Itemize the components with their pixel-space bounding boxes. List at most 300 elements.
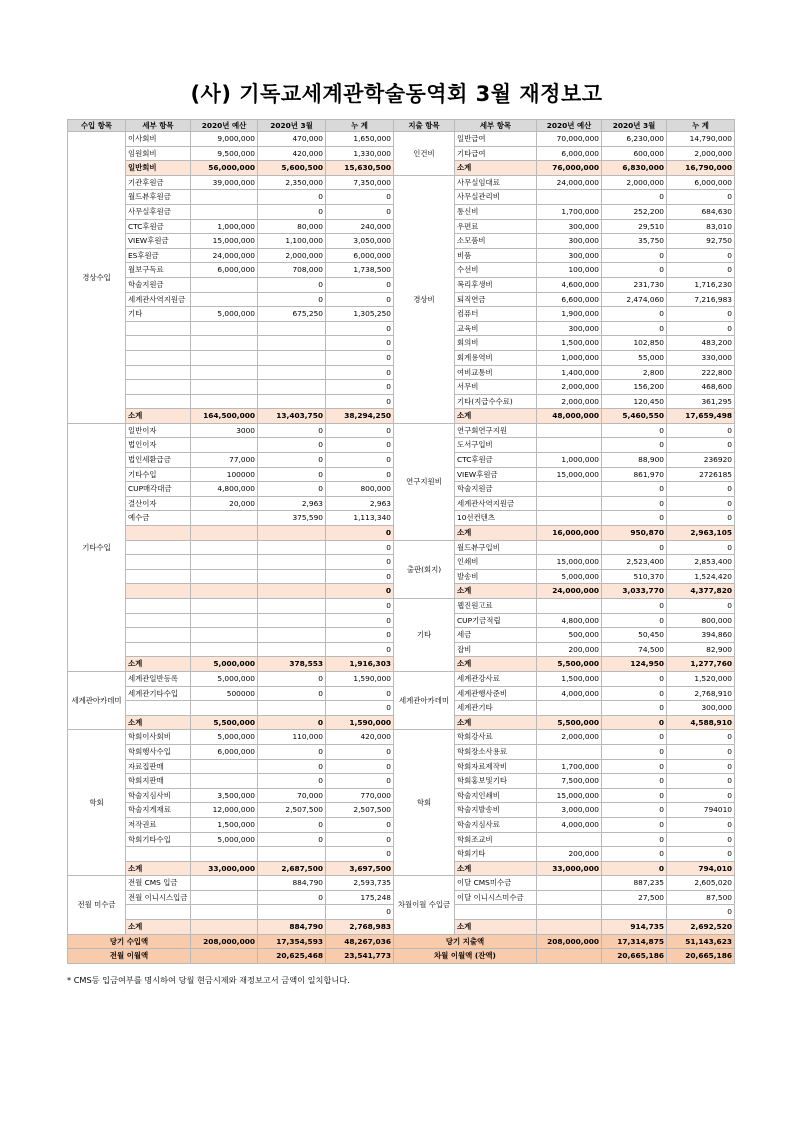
income-item-cell <box>126 584 191 599</box>
income-item-cell: 세계관기타수입 <box>126 686 191 701</box>
income-total-cum-cell: 48,267,036 <box>326 934 394 949</box>
income-subtotal-month-cell: 13,403,750 <box>258 409 326 424</box>
expense-cum-cell: 2726185 <box>667 467 735 482</box>
table-row <box>68 730 735 745</box>
income-cum-cell: 770,000 <box>326 788 394 803</box>
expense-cum-cell: 0 <box>667 832 735 847</box>
header-income-section: 수입 항목 <box>68 120 126 132</box>
expense-month-cell: 27,500 <box>602 890 667 905</box>
income-section-label: 기타수입 <box>68 423 126 671</box>
expense-cum-cell: 0 <box>667 905 735 920</box>
expense-month-cell: 0 <box>602 803 667 818</box>
expense-item-cell: CTC후원금 <box>455 453 537 468</box>
expense-cum-cell: 483,200 <box>667 336 735 351</box>
income-cum-cell: 1,590,000 <box>326 671 394 686</box>
expense-budget-cell: 4,000,000 <box>537 686 602 701</box>
income-cum-cell: 175,248 <box>326 890 394 905</box>
table-row <box>68 876 735 891</box>
income-item-cell <box>126 350 191 365</box>
income-month-cell <box>258 613 326 628</box>
expense-item-cell: 세금 <box>455 628 537 643</box>
expense-item-cell: 비품 <box>455 248 537 263</box>
expense-budget-cell: 1,500,000 <box>537 336 602 351</box>
income-cum-cell: 0 <box>326 613 394 628</box>
expense-item-cell: VIEW후원금 <box>455 467 537 482</box>
expense-budget-cell: 2,000,000 <box>537 394 602 409</box>
expense-cum-cell: 0 <box>667 847 735 862</box>
expense-item-cell: 사무실임대료 <box>455 175 537 190</box>
income-total-budget-cell <box>191 949 258 964</box>
income-cum-cell: 0 <box>326 526 394 541</box>
income-total-cum-cell: 23,541,773 <box>326 949 394 964</box>
income-item-cell: 학술지심사비 <box>126 788 191 803</box>
expense-item-cell <box>455 905 537 920</box>
expense-subtotal-item-cell: 소계 <box>455 715 537 730</box>
income-budget-cell <box>191 584 258 599</box>
income-cum-cell: 0 <box>326 277 394 292</box>
expense-item-cell: 발송비 <box>455 569 537 584</box>
expense-cum-cell: 0 <box>667 482 735 497</box>
expense-subtotal-month-cell: 3,033,770 <box>602 584 667 599</box>
income-month-cell <box>258 555 326 570</box>
expense-month-cell: 0 <box>602 832 667 847</box>
expense-subtotal-budget-cell <box>537 920 602 935</box>
expense-budget-cell: 200,000 <box>537 642 602 657</box>
expense-cum-cell: 2,000,000 <box>667 146 735 161</box>
income-budget-cell <box>191 511 258 526</box>
income-item-cell: 사무실후원금 <box>126 204 191 219</box>
expense-month-cell: 0 <box>602 511 667 526</box>
expense-month-cell <box>602 905 667 920</box>
expense-cum-cell: 394,860 <box>667 628 735 643</box>
expense-month-cell: 2,800 <box>602 365 667 380</box>
expense-cum-cell: 0 <box>667 190 735 205</box>
expense-subtotal-month-cell: 950,870 <box>602 526 667 541</box>
expense-total-month-cell: 17,314,875 <box>602 934 667 949</box>
income-budget-cell <box>191 204 258 219</box>
expense-budget-cell: 300,000 <box>537 219 602 234</box>
expense-budget-cell: 70,000,000 <box>537 132 602 147</box>
expense-budget-cell <box>537 496 602 511</box>
income-cum-cell: 2,507,500 <box>326 803 394 818</box>
expense-budget-cell <box>537 832 602 847</box>
expense-cum-cell: 7,216,983 <box>667 292 735 307</box>
income-budget-cell <box>191 336 258 351</box>
expense-item-cell: 월드뷰구입비 <box>455 540 537 555</box>
expense-month-cell: 231,730 <box>602 277 667 292</box>
income-section-label: 세계관아카데미 <box>68 671 126 729</box>
income-month-cell <box>258 380 326 395</box>
expense-total-cum-cell: 51,143,623 <box>667 934 735 949</box>
expense-month-cell: 0 <box>602 686 667 701</box>
expense-budget-cell: 4,800,000 <box>537 613 602 628</box>
expense-month-cell: 29,510 <box>602 219 667 234</box>
income-month-cell: 0 <box>258 890 326 905</box>
income-cum-cell: 0 <box>326 380 394 395</box>
income-cum-cell: 1,113,340 <box>326 511 394 526</box>
expense-budget-cell: 2,000,000 <box>537 730 602 745</box>
expense-item-cell: 학회장소사용료 <box>455 744 537 759</box>
income-month-cell <box>258 628 326 643</box>
expense-item-cell: 통신비 <box>455 204 537 219</box>
income-cum-cell: 0 <box>326 628 394 643</box>
expense-budget-cell: 2,000,000 <box>537 380 602 395</box>
expense-subtotal-item-cell: 소계 <box>455 920 537 935</box>
expense-item-cell: 여비교통비 <box>455 365 537 380</box>
income-budget-cell <box>191 774 258 789</box>
expense-month-cell: 0 <box>602 248 667 263</box>
income-item-cell: 일반회비 <box>126 161 191 176</box>
income-month-cell: 5,600,500 <box>258 161 326 176</box>
income-cum-cell: 0 <box>326 350 394 365</box>
income-item-cell: 학술지게재료 <box>126 803 191 818</box>
expense-cum-cell: 0 <box>667 774 735 789</box>
expense-budget-cell: 15,000,000 <box>537 467 602 482</box>
income-budget-cell: 39,000,000 <box>191 175 258 190</box>
income-month-cell: 2,507,500 <box>258 803 326 818</box>
income-total-month-cell: 20,625,468 <box>258 949 326 964</box>
income-budget-cell <box>191 890 258 905</box>
income-budget-cell: 100000 <box>191 467 258 482</box>
income-month-cell: 2,350,000 <box>258 175 326 190</box>
expense-month-cell: 887,235 <box>602 876 667 891</box>
expense-cum-cell: 0 <box>667 744 735 759</box>
expense-item-cell: 인쇄비 <box>455 555 537 570</box>
income-item-cell <box>126 569 191 584</box>
income-item-cell <box>126 599 191 614</box>
expense-item-cell: 교육비 <box>455 321 537 336</box>
income-month-cell: 0 <box>258 292 326 307</box>
expense-item-cell: 10선컨텐츠 <box>455 511 537 526</box>
expense-cum-cell: 300,000 <box>667 701 735 716</box>
expense-item-cell: 도서구입비 <box>455 438 537 453</box>
header-row <box>68 120 735 132</box>
expense-month-cell: 102,850 <box>602 336 667 351</box>
expense-month-cell: 55,000 <box>602 350 667 365</box>
income-budget-cell: 15,000,000 <box>191 234 258 249</box>
income-budget-cell <box>191 380 258 395</box>
income-budget-cell <box>191 759 258 774</box>
expense-month-cell: 0 <box>602 701 667 716</box>
income-cum-cell: 0 <box>326 190 394 205</box>
expense-cum-cell: 0 <box>667 321 735 336</box>
income-subtotal-budget-cell <box>191 920 258 935</box>
income-budget-cell <box>191 569 258 584</box>
expense-item-cell: 학회홍보및기타 <box>455 774 537 789</box>
income-cum-cell: 2,593,735 <box>326 876 394 891</box>
expense-month-cell: 0 <box>602 788 667 803</box>
expense-budget-cell <box>537 905 602 920</box>
income-item-cell: 기타수입 <box>126 467 191 482</box>
expense-section-label: 기타 <box>394 599 455 672</box>
income-month-cell: 70,000 <box>258 788 326 803</box>
income-budget-cell: 4,800,000 <box>191 482 258 497</box>
expense-subtotal-month-cell: 5,460,550 <box>602 409 667 424</box>
income-item-cell: 학회기타수입 <box>126 832 191 847</box>
income-cum-cell: 0 <box>326 423 394 438</box>
income-budget-cell <box>191 905 258 920</box>
income-budget-cell <box>191 394 258 409</box>
income-item-cell: 전월 이니시스입금 <box>126 890 191 905</box>
income-month-cell: 0 <box>258 438 326 453</box>
expense-cum-cell: 2,605,020 <box>667 876 735 891</box>
expense-budget-cell <box>537 599 602 614</box>
income-month-cell: 0 <box>258 423 326 438</box>
expense-item-cell: 소모품비 <box>455 234 537 249</box>
income-item-cell: 기관후원금 <box>126 175 191 190</box>
income-cum-cell: 0 <box>326 438 394 453</box>
income-month-cell: 0 <box>258 759 326 774</box>
income-budget-cell: 6,000,000 <box>191 744 258 759</box>
expense-month-cell: 0 <box>602 438 667 453</box>
expense-budget-cell <box>537 423 602 438</box>
income-subtotal-month-cell: 2,687,500 <box>258 861 326 876</box>
income-month-cell <box>258 540 326 555</box>
income-budget-cell <box>191 599 258 614</box>
expense-subtotal-cum-cell: 2,692,520 <box>667 920 735 935</box>
income-subtotal-budget-cell: 5,000,000 <box>191 657 258 672</box>
expense-item-cell: 세계관기타 <box>455 701 537 716</box>
income-cum-cell: 15,630,500 <box>326 161 394 176</box>
income-cum-cell: 0 <box>326 394 394 409</box>
income-budget-cell <box>191 321 258 336</box>
income-item-cell: ES후원금 <box>126 248 191 263</box>
expense-cum-cell: 0 <box>667 496 735 511</box>
expense-month-cell: 0 <box>602 307 667 322</box>
expense-item-cell: 회계용역비 <box>455 350 537 365</box>
expense-month-cell: 0 <box>602 613 667 628</box>
table-row <box>68 599 735 614</box>
income-budget-cell: 5,000,000 <box>191 671 258 686</box>
expense-item-cell: 이달 CMS미수금 <box>455 876 537 891</box>
income-item-cell: VIEW후원금 <box>126 234 191 249</box>
income-cum-cell: 3,050,000 <box>326 234 394 249</box>
income-month-cell: 0 <box>258 467 326 482</box>
expense-item-cell: 학술지인쇄비 <box>455 788 537 803</box>
income-month-cell: 0 <box>258 277 326 292</box>
income-budget-cell <box>191 526 258 541</box>
expense-item-cell: 세계관강사료 <box>455 671 537 686</box>
income-month-cell <box>258 584 326 599</box>
expense-item-cell: 연구회연구지원 <box>455 423 537 438</box>
expense-subtotal-item-cell: 소계 <box>455 409 537 424</box>
expense-budget-cell: 6,000,000 <box>537 146 602 161</box>
expense-cum-cell: 1,520,000 <box>667 671 735 686</box>
income-item-cell <box>126 847 191 862</box>
header-expense-item: 세부 항목 <box>455 120 537 132</box>
income-cum-cell: 0 <box>326 642 394 657</box>
expense-budget-cell <box>537 438 602 453</box>
income-item-cell <box>126 613 191 628</box>
expense-cum-cell: 0 <box>667 307 735 322</box>
income-budget-cell <box>191 555 258 570</box>
expense-subtotal-budget-cell: 24,000,000 <box>537 584 602 599</box>
expense-subtotal-month-cell: 0 <box>602 861 667 876</box>
income-budget-cell: 500000 <box>191 686 258 701</box>
expense-budget-cell: 1,900,000 <box>537 307 602 322</box>
table-row <box>68 423 735 438</box>
income-budget-cell <box>191 540 258 555</box>
income-month-cell: 110,000 <box>258 730 326 745</box>
expense-budget-cell: 6,600,000 <box>537 292 602 307</box>
expense-month-cell: 0 <box>602 730 667 745</box>
expense-subtotal-budget-cell: 76,000,000 <box>537 161 602 176</box>
expense-subtotal-item-cell: 소계 <box>455 584 537 599</box>
income-cum-cell: 0 <box>326 686 394 701</box>
expense-budget-cell <box>537 540 602 555</box>
income-cum-cell: 1,305,250 <box>326 307 394 322</box>
expense-item-cell: 사무실관리비 <box>455 190 537 205</box>
income-item-cell: 저작권료 <box>126 817 191 832</box>
income-subtotal-budget-cell: 33,000,000 <box>191 861 258 876</box>
total-row <box>68 949 735 964</box>
expense-item-cell: 학회자료제작비 <box>455 759 537 774</box>
income-budget-cell: 56,000,000 <box>191 161 258 176</box>
expense-section-label: 연구지원비 <box>394 423 455 540</box>
expense-cum-cell: 0 <box>667 248 735 263</box>
income-month-cell: 0 <box>258 671 326 686</box>
expense-budget-cell: 5,000,000 <box>537 569 602 584</box>
income-item-cell <box>126 321 191 336</box>
expense-item-cell: 학술지원금 <box>455 482 537 497</box>
income-month-cell: 0 <box>258 453 326 468</box>
header-expense-section: 지출 항목 <box>394 120 455 132</box>
expense-subtotal-budget-cell: 5,500,000 <box>537 657 602 672</box>
income-subtotal-month-cell: 0 <box>258 715 326 730</box>
expense-cum-cell: 82,900 <box>667 642 735 657</box>
expense-subtotal-cum-cell: 794,010 <box>667 861 735 876</box>
expense-section-label: 학회 <box>394 730 455 876</box>
income-budget-cell: 20,000 <box>191 496 258 511</box>
expense-item-cell: 기타급여 <box>455 146 537 161</box>
income-month-cell <box>258 701 326 716</box>
income-budget-cell: 77,000 <box>191 453 258 468</box>
header-income-cumulative: 누 계 <box>326 120 394 132</box>
income-budget-cell: 3000 <box>191 423 258 438</box>
expense-budget-cell: 1,400,000 <box>537 365 602 380</box>
expense-month-cell: 88,900 <box>602 453 667 468</box>
expense-item-cell: 웹진원고료 <box>455 599 537 614</box>
expense-month-cell: 0 <box>602 599 667 614</box>
income-item-cell: 월드뷰후원금 <box>126 190 191 205</box>
expense-cum-cell: 6,000,000 <box>667 175 735 190</box>
header-expense-cumulative: 누 계 <box>667 120 735 132</box>
income-item-cell: CUP매각대금 <box>126 482 191 497</box>
income-item-cell: 전월 CMS 입금 <box>126 876 191 891</box>
expense-budget-cell: 300,000 <box>537 321 602 336</box>
expense-item-cell: 우편료 <box>455 219 537 234</box>
income-cum-cell: 0 <box>326 701 394 716</box>
income-budget-cell <box>191 628 258 643</box>
income-cum-cell: 1,650,000 <box>326 132 394 147</box>
expense-cum-cell: 222,800 <box>667 365 735 380</box>
expense-item-cell: 퇴직연금 <box>455 292 537 307</box>
income-month-cell <box>258 526 326 541</box>
income-month-cell <box>258 394 326 409</box>
expense-cum-cell: 1,716,230 <box>667 277 735 292</box>
income-cum-cell: 0 <box>326 204 394 219</box>
expense-budget-cell <box>537 744 602 759</box>
income-month-cell: 0 <box>258 774 326 789</box>
expense-section-label: 경상비 <box>394 175 455 423</box>
income-cum-cell: 0 <box>326 292 394 307</box>
expense-cum-cell: 236920 <box>667 453 735 468</box>
income-item-cell: 예수금 <box>126 511 191 526</box>
expense-cum-cell: 2,853,400 <box>667 555 735 570</box>
expense-cum-cell: 1,524,420 <box>667 569 735 584</box>
income-item-cell <box>126 540 191 555</box>
income-budget-cell: 5,000,000 <box>191 730 258 745</box>
income-item-cell: 일반이자 <box>126 423 191 438</box>
income-cum-cell: 0 <box>326 847 394 862</box>
income-section-label: 전월 미수금 <box>68 876 126 934</box>
expense-subtotal-cum-cell: 4,377,820 <box>667 584 735 599</box>
expense-item-cell: 학회강사료 <box>455 730 537 745</box>
income-cum-cell: 0 <box>326 467 394 482</box>
table-row <box>68 671 735 686</box>
expense-cum-cell: 684,630 <box>667 204 735 219</box>
income-cum-cell: 0 <box>326 774 394 789</box>
expense-total-label: 당기 지출액 <box>394 934 537 949</box>
income-month-cell <box>258 350 326 365</box>
income-month-cell: 708,000 <box>258 263 326 278</box>
income-budget-cell <box>191 613 258 628</box>
income-item-cell: 세계관일반등록 <box>126 671 191 686</box>
expense-month-cell: 0 <box>602 190 667 205</box>
table-row <box>68 132 735 147</box>
expense-section-label: 출판(회지) <box>394 540 455 598</box>
income-item-cell <box>126 365 191 380</box>
income-cum-cell: 0 <box>326 584 394 599</box>
expense-item-cell: 이달 이니시스미수금 <box>455 890 537 905</box>
expense-cum-cell: 0 <box>667 759 735 774</box>
expense-item-cell: 컴퓨터 <box>455 307 537 322</box>
expense-cum-cell: 361,295 <box>667 394 735 409</box>
expense-cum-cell: 330,000 <box>667 350 735 365</box>
income-section-label: 경상수입 <box>68 132 126 424</box>
income-cum-cell: 6,000,000 <box>326 248 394 263</box>
expense-month-cell: 6,230,000 <box>602 132 667 147</box>
income-budget-cell <box>191 365 258 380</box>
expense-month-cell: 0 <box>602 540 667 555</box>
expense-section-label: 인건비 <box>394 132 455 176</box>
income-section-label: 학회 <box>68 730 126 876</box>
expense-cum-cell: 0 <box>667 511 735 526</box>
expense-budget-cell <box>537 511 602 526</box>
income-subtotal-item-cell: 소계 <box>126 861 191 876</box>
expense-budget-cell: 1,700,000 <box>537 204 602 219</box>
income-cum-cell: 1,738,500 <box>326 263 394 278</box>
expense-cum-cell: 800,000 <box>667 613 735 628</box>
income-cum-cell: 0 <box>326 599 394 614</box>
income-budget-cell: 6,000,000 <box>191 263 258 278</box>
expense-month-cell: 0 <box>602 423 667 438</box>
expense-month-cell: 2,000,000 <box>602 175 667 190</box>
income-budget-cell <box>191 847 258 862</box>
income-subtotal-cum-cell: 2,768,983 <box>326 920 394 935</box>
expense-budget-cell: 4,600,000 <box>537 277 602 292</box>
income-item-cell: 학회행사수입 <box>126 744 191 759</box>
expense-total-month-cell: 20,665,186 <box>602 949 667 964</box>
income-total-label: 전월 이월액 <box>68 949 191 964</box>
expense-month-cell: 2,474,060 <box>602 292 667 307</box>
header-expense-month: 2020년 3월 <box>602 120 667 132</box>
income-budget-cell <box>191 350 258 365</box>
expense-item-cell: 복리후생비 <box>455 277 537 292</box>
expense-total-label: 차월 이월액 (잔액) <box>394 949 537 964</box>
expense-budget-cell: 200,000 <box>537 847 602 862</box>
expense-budget-cell: 1,000,000 <box>537 453 602 468</box>
